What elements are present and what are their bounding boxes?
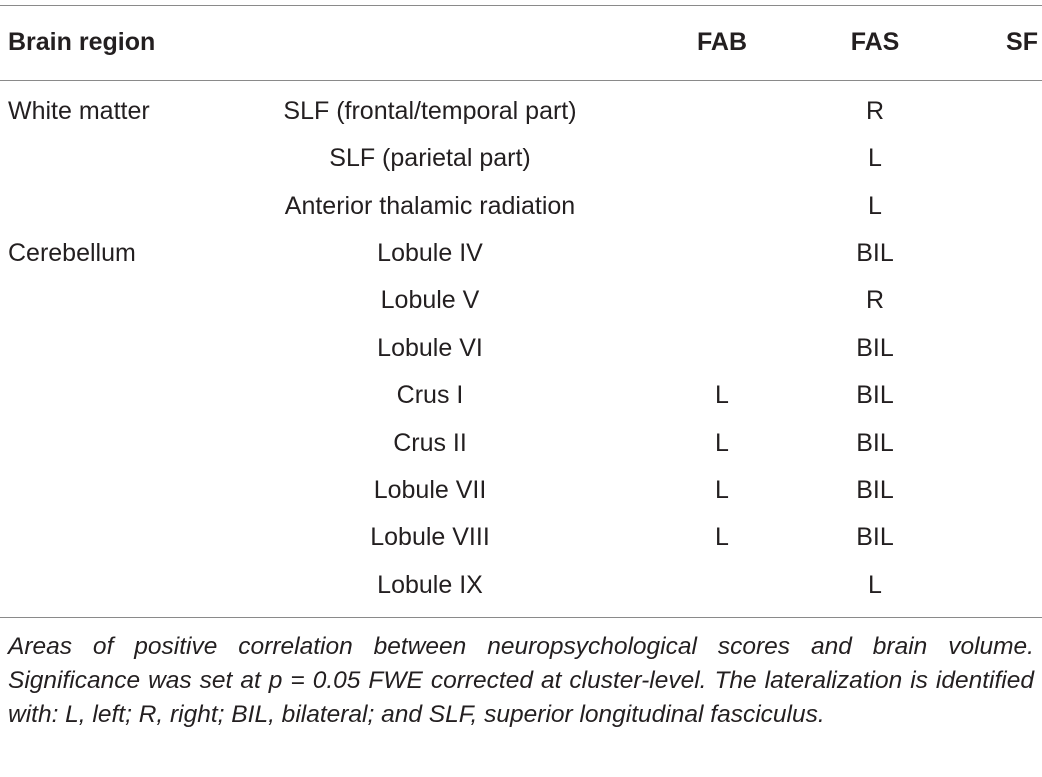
table-row	[0, 277, 1042, 324]
table-row	[0, 230, 1042, 277]
row-fas-value: BIL	[856, 381, 894, 409]
table-row	[0, 135, 1042, 182]
row-fas-value: BIL	[856, 476, 894, 504]
row-fas-value: L	[868, 571, 882, 599]
row-fas-value: BIL	[856, 334, 894, 362]
table-bottom-rule	[0, 617, 1042, 618]
row-fas-value: BIL	[856, 239, 894, 267]
table-row	[0, 88, 1042, 135]
row-subregion: Lobule IX	[377, 571, 483, 599]
header-fab: FAB	[697, 28, 747, 56]
row-fab-value: L	[715, 523, 729, 551]
row-fas-value: L	[868, 144, 882, 172]
row-subregion: Lobule IV	[377, 239, 483, 267]
row-fab-value: L	[715, 429, 729, 457]
table-footnote: Areas of positive correlation between neuropsychological scores and brain volume. Significance was set at p = 0.05 FWE corrected at cluster-level. The lateralization is identified with: L, left; R, right; BIL, bilateral; and SLF, superior longitudinal fasciculus.	[8, 633, 1034, 728]
row-fas-value: BIL	[856, 429, 894, 457]
row-subregion: Crus II	[393, 429, 467, 457]
table-row	[0, 325, 1042, 372]
row-group: White matter	[8, 97, 150, 125]
table-row	[0, 562, 1042, 609]
table-row	[0, 514, 1042, 561]
header-brain-region: Brain region	[8, 28, 156, 56]
row-group: Cerebellum	[8, 239, 136, 267]
row-fas-value: L	[868, 192, 882, 220]
table-top-rule	[0, 5, 1042, 6]
table-header	[0, 22, 1042, 62]
row-fas-value: BIL	[856, 523, 894, 551]
row-fas-value: R	[865, 286, 885, 314]
table-header-rule	[0, 80, 1042, 81]
row-subregion: Lobule VII	[373, 476, 487, 504]
table-row	[0, 372, 1042, 419]
row-subregion: SLF (parietal part)	[329, 144, 531, 172]
table-row	[0, 467, 1042, 514]
row-fab-value: L	[715, 381, 729, 409]
row-subregion: Lobule V	[380, 286, 480, 314]
row-subregion: Lobule VIII	[370, 523, 490, 551]
row-subregion: SLF (frontal/temporal part)	[283, 97, 577, 125]
header-sf: SF	[1006, 28, 1038, 56]
row-fas-value: R	[865, 97, 885, 125]
header-fas: FAS	[850, 28, 900, 56]
table-row	[0, 420, 1042, 467]
row-subregion: Anterior thalamic radiation	[284, 192, 576, 220]
row-subregion: Crus I	[396, 381, 464, 409]
row-subregion: Lobule VI	[377, 334, 483, 362]
table-row	[0, 183, 1042, 230]
row-fab-value: L	[715, 476, 729, 504]
